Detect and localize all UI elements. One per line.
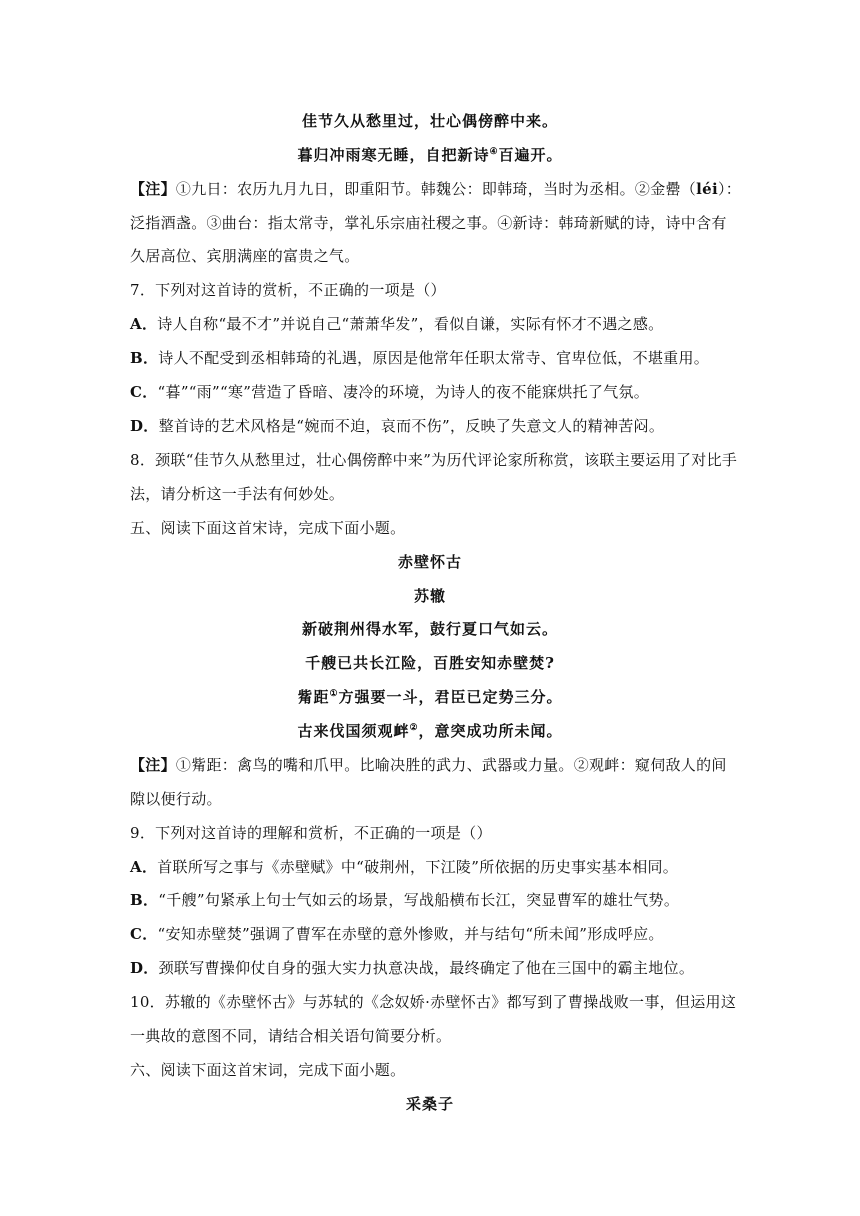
question-7-option-b: B．诗人不配受到丞相韩琦的礼遇，原因是他常年任职太常寺、官卑位低，不堪重用。 bbox=[130, 349, 710, 367]
question-7-option-c: C．“暮”“雨”“寒”营造了昏暗、凄冷的环境，为诗人的夜不能寐烘托了气氛。 bbox=[130, 383, 650, 401]
footnote-marker: ④ bbox=[489, 147, 499, 157]
poem-line: 觜距①方强要一斗，君臣已定势三分。 bbox=[297, 688, 563, 706]
poem-line: 千艘已共长江险，百胜安知赤壁焚? bbox=[305, 654, 555, 672]
annotation-note: 泛指酒盏。③曲台：指太常寺，掌礼乐宗庙社稷之事。④新诗：韩琦新赋的诗，诗中含有 bbox=[130, 214, 727, 232]
footnote-marker: ② bbox=[409, 723, 419, 733]
poem-line: 古来伐国须观衅②，意突成功所未闻。 bbox=[297, 722, 563, 740]
question-9-option-a: A．首联所写之事与《赤壁赋》中“破荆州，下江陵”所依据的历史事实基本相同。 bbox=[130, 858, 679, 876]
annotation-note: 隙以便行动。 bbox=[130, 790, 222, 808]
poem-line: 新破荆州得水军，鼓行夏口气如云。 bbox=[301, 620, 558, 638]
poem-author: 苏辙 bbox=[413, 587, 446, 605]
question-7-option-a: A．诗人自称“最不才”并说自己“萧萧华发”，看似自谦，实际有怀才不遇之感。 bbox=[130, 315, 664, 333]
annotation-note: 久居高位、宾朋满座的富贵之气。 bbox=[130, 247, 360, 265]
question-8: 法，请分析这一手法有何妙处。 bbox=[130, 485, 345, 503]
question-9-option-b: B．“千艘”句紧承上句士气如云的场景，写战船横布长江，突显曹军的雄壮气势。 bbox=[130, 891, 680, 909]
poem-title: 赤壁怀古 bbox=[397, 553, 462, 571]
poem-line: 暮归冲雨寒无睡，自把新诗④百遍开。 bbox=[297, 146, 563, 164]
footnote-marker: ① bbox=[329, 689, 339, 699]
poem-title: 采桑子 bbox=[405, 1095, 454, 1113]
question-10: 一典故的意图不同，请结合相关语句简要分析。 bbox=[130, 1027, 452, 1045]
question-9-option-d: D．颈联写曹操仰仗自身的强大实力执意决战，最终确定了他在三国中的霸主地位。 bbox=[130, 959, 695, 977]
question-8: 8．颈联“佳节久从愁里过，壮心偶傍醉中来”为历代评论家所称赏，该联主要运用了对比手 bbox=[130, 451, 738, 469]
poem-line: 佳节久从愁里过，壮心偶傍醉中来。 bbox=[301, 112, 558, 130]
question-7-option-d: D．整首诗的艺术风格是“婉而不迫，哀而不伤”，反映了失意文人的精神苦闷。 bbox=[130, 417, 665, 435]
question-7-stem: 7．下列对这首诗的赏析，不正确的一项是（） bbox=[130, 281, 446, 299]
question-9-option-c: C．“安知赤壁焚”强调了曹军在赤壁的意外惨败，并与结句“所未闻”形成呼应。 bbox=[130, 925, 664, 943]
question-10: 10．苏辙的《赤壁怀古》与苏轼的《念奴娇·赤壁怀古》都写到了曹操战败一事，但运用这 bbox=[130, 993, 737, 1011]
annotation-note: 【注】①觜距：禽鸟的嘴和爪甲。比喻决胜的武力、武器或力量。②观衅：窥伺敌人的间 bbox=[130, 756, 727, 774]
section-heading: 六、阅读下面这首宋词，完成下面小题。 bbox=[130, 1061, 406, 1079]
annotation-note: 【注】①九日：农历九月九日，即重阳节。韩魏公：即韩琦，当时为丞相。②金罍（léi）： bbox=[130, 180, 742, 198]
section-heading: 五、阅读下面这首宋诗，完成下面小题。 bbox=[130, 519, 406, 537]
question-9-stem: 9．下列对这首诗的理解和赏析，不正确的一项是（） bbox=[130, 824, 492, 842]
